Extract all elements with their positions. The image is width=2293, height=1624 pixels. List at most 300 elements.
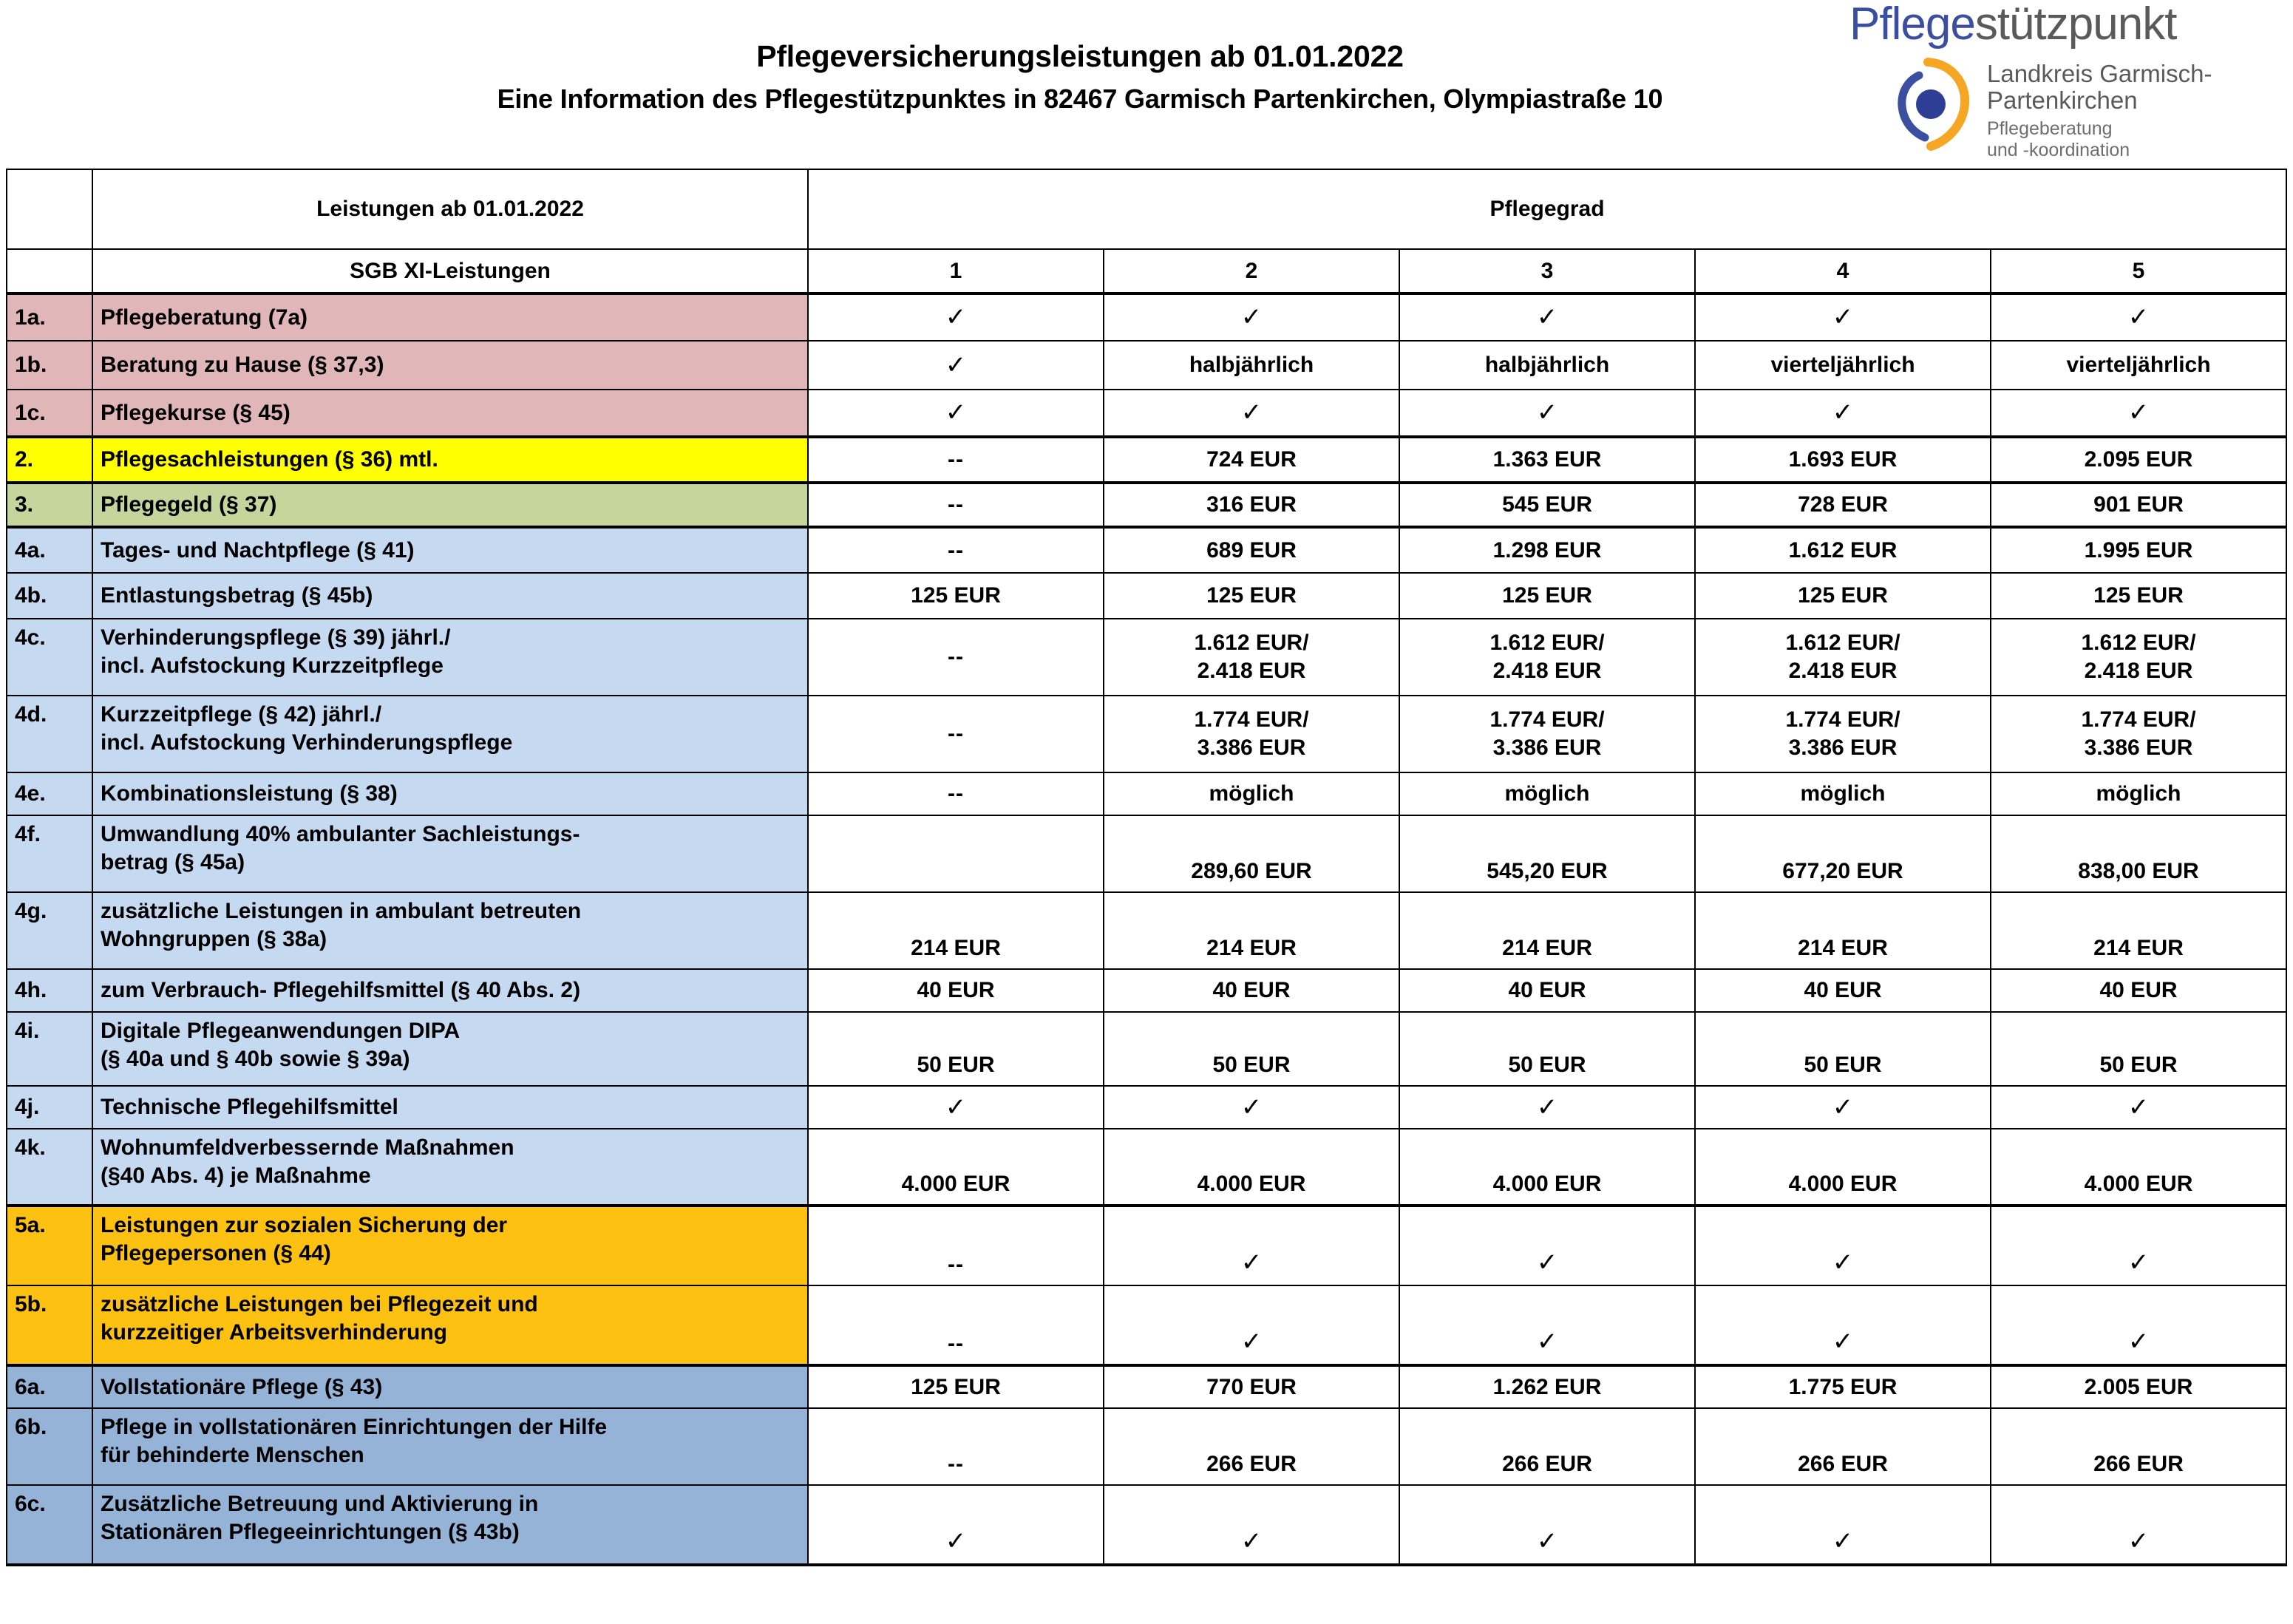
cell-4g-grade1: [808, 892, 1104, 969]
cell-value-text: 1.774 EUR/: [1785, 707, 1900, 733]
cell-value-text: 40 EUR: [917, 978, 995, 1003]
table-body: [7, 293, 2286, 1565]
cell-4h-grade3: [1399, 969, 1695, 1012]
checkmark-icon: ✓: [1832, 1093, 1854, 1121]
row-label-4h: zum Verbrauch- Pflegehilfsmittel (§ 40 Abs. 2): [92, 969, 808, 1012]
cell-value-text: 1.612 EUR/: [1785, 631, 1900, 656]
cell-6b-grade2: [1104, 1408, 1399, 1485]
cell-1b-grade2: [1104, 341, 1399, 390]
cell-4b-grade3: [1399, 573, 1695, 619]
row-label-6b: Pflege in vollstationären Einrichtungen der Hilfe für behinderte Menschen: [92, 1408, 808, 1485]
row-number-4j: 4j.: [7, 1086, 92, 1129]
checkmark-icon: ✓: [1536, 303, 1558, 332]
cell-value-text: 266 EUR: [2093, 1452, 2184, 1477]
cell-value-text: 125 EUR: [911, 583, 1001, 608]
checkmark-icon: ✓: [2127, 1248, 2150, 1277]
cell-6a-grade3: [1399, 1365, 1695, 1408]
cell-value-text: 1.775 EUR: [1788, 1374, 1898, 1399]
header-sgb-leistungen: SGB XI-Leistungen: [92, 249, 808, 293]
header-grade-1: 1: [808, 249, 1104, 293]
row-number-4g: 4g.: [7, 892, 92, 969]
row-number-1b: 1b.: [7, 341, 92, 390]
cell-value-text: 1.363 EUR: [1492, 447, 1602, 472]
cell-5a-grade1: [808, 1206, 1104, 1285]
table-row: [7, 341, 2286, 390]
cell-value-text: halbjährlich: [1484, 353, 1610, 378]
cell-value-text: 40 EUR: [1508, 978, 1586, 1003]
logo-text-block: [1987, 50, 2212, 160]
cell-6a-grade5: [1991, 1365, 2286, 1408]
row-label-5a: Leistungen zur sozialen Sicherung der Pflegepersonen (§ 44): [92, 1206, 808, 1285]
checkmark-icon: ✓: [945, 1527, 967, 1556]
cell-value-text: 214 EUR: [1502, 936, 1592, 961]
cell-value-text: 4.000 EUR: [2084, 1172, 2193, 1197]
row-label-2: Pflegesachleistungen (§ 36) mtl.: [92, 437, 808, 483]
checkmark-icon: ✓: [1240, 1093, 1263, 1121]
logo-wordmark-part2: stützpunkt: [1974, 0, 2177, 50]
checkmark-icon: ✓: [1832, 398, 1854, 427]
cell-value-text: 1.298 EUR: [1492, 537, 1602, 563]
not-applicable-dash: --: [948, 1331, 964, 1356]
logo-circle-icon: [1888, 50, 1983, 151]
row-number-4k: 4k.: [7, 1129, 92, 1206]
cell-4b-grade4: [1695, 573, 1991, 619]
checkmark-icon: ✓: [1240, 1527, 1263, 1556]
checkmark-icon: ✓: [945, 1093, 967, 1121]
cell-value-text: 125 EUR: [2093, 583, 2184, 608]
table-row: [7, 1086, 2286, 1129]
cell-4h-grade1: [808, 969, 1104, 1012]
cell-5a-grade3: [1399, 1206, 1695, 1285]
checkmark-icon: ✓: [1240, 303, 1263, 332]
cell-value-text: 50 EUR: [2099, 1053, 2178, 1078]
cell-value-text: 724 EUR: [1206, 447, 1297, 472]
row-number-4i: 4i.: [7, 1012, 92, 1086]
checkmark-icon: ✓: [2127, 303, 2150, 332]
cell-6a-grade2: [1104, 1365, 1399, 1408]
cell-6b-grade4: [1695, 1408, 1991, 1485]
cell-value-text: 125 EUR: [1206, 583, 1297, 608]
row-number-4a: 4a.: [7, 527, 92, 573]
checkmark-icon: ✓: [1240, 398, 1263, 427]
cell-value-text: 266 EUR: [1798, 1452, 1888, 1477]
cell-4g-grade2: [1104, 892, 1399, 969]
cell-value-text: 545,20 EUR: [1487, 859, 1608, 884]
cell-1a-grade1: [808, 293, 1104, 341]
cell-1a-grade4: [1695, 293, 1991, 341]
cell-value-text: 1.774 EUR/: [1489, 707, 1605, 733]
row-label-1b: Beratung zu Hause (§ 37,3): [92, 341, 808, 390]
row-number-6c: 6c.: [7, 1485, 92, 1565]
page-subtitle: Eine Information des Pflegestützpunktes in 82467 Garmisch Partenkirchen, Olympiastraße 10: [497, 84, 1663, 115]
cell-4j-grade1: [808, 1086, 1104, 1129]
cell-4j-grade5: [1991, 1086, 2286, 1129]
page-title: Pflegeversicherungsleistungen ab 01.01.2022: [756, 39, 1404, 73]
cell-4i-grade4: [1695, 1012, 1991, 1086]
cell-value-text: 214 EUR: [1206, 936, 1297, 961]
cell-4c-grade4: [1695, 619, 1991, 696]
cell-4i-grade1: [808, 1012, 1104, 1086]
cell-4e-grade3: [1399, 772, 1695, 815]
row-label-4j: Technische Pflegehilfsmittel: [92, 1086, 808, 1129]
cell-value-text: 2.005 EUR: [2084, 1374, 2193, 1399]
checkmark-icon: ✓: [1832, 1527, 1854, 1556]
cell-value-text: 50 EUR: [1804, 1053, 1882, 1078]
cell-value-text: 1.612 EUR/: [1489, 631, 1605, 656]
cell-value-text: 770 EUR: [1206, 1374, 1297, 1399]
cell-4c-grade5: [1991, 619, 2286, 696]
cell-4i-grade3: [1399, 1012, 1695, 1086]
cell-value-text: 4.000 EUR: [901, 1172, 1010, 1197]
row-label-6a: Vollstationäre Pflege (§ 43): [92, 1365, 808, 1408]
cell-4d-grade3: [1399, 696, 1695, 772]
cell-value-text: 1.774 EUR/: [2081, 707, 2196, 733]
cell-value-text: möglich: [1209, 781, 1294, 806]
row-label-4b: Entlastungsbetrag (§ 45b): [92, 573, 808, 619]
cell-4a-grade2: [1104, 527, 1399, 573]
checkmark-icon: ✓: [1240, 1248, 1263, 1277]
not-applicable-dash: --: [948, 781, 964, 806]
cell-3-grade3: [1399, 483, 1695, 527]
cell-value-text: 40 EUR: [1212, 978, 1291, 1003]
cell-value-text: vierteljährlich: [1770, 353, 1915, 378]
row-label-5b: zusätzliche Leistungen bei Pflegezeit und kurzzeitiger Arbeitsverhinderung: [92, 1285, 808, 1365]
row-number-6b: 6b.: [7, 1408, 92, 1485]
row-label-4e: Kombinationsleistung (§ 38): [92, 772, 808, 815]
not-applicable-dash: --: [948, 645, 964, 670]
cell-5b-grade3: [1399, 1285, 1695, 1365]
cell-5a-grade5: [1991, 1206, 2286, 1285]
row-label-3: Pflegegeld (§ 37): [92, 483, 808, 527]
cell-4f-grade5: [1991, 815, 2286, 892]
cell-4f-grade1: [808, 815, 1104, 892]
cell-1b-grade3: [1399, 341, 1695, 390]
cell-6c-grade5: [1991, 1485, 2286, 1565]
table-row: [7, 1365, 2286, 1408]
table-row: [7, 573, 2286, 619]
cell-value-text: 40 EUR: [2099, 978, 2178, 1003]
cell-value-text: 4.000 EUR: [1197, 1172, 1306, 1197]
cell-4d-grade4: [1695, 696, 1991, 772]
table-row: [7, 892, 2286, 969]
cell-6c-grade3: [1399, 1485, 1695, 1565]
cell-value-text: 838,00 EUR: [2078, 859, 2199, 884]
checkmark-icon: ✓: [1536, 1527, 1558, 1556]
row-number-2: 2.: [7, 437, 92, 483]
table-row: [7, 772, 2286, 815]
checkmark-icon: ✓: [1832, 1248, 1854, 1277]
header-row-2: [7, 249, 2286, 293]
table-row: [7, 619, 2286, 696]
cell-4b-grade1: [808, 573, 1104, 619]
cell-value-text: 1.262 EUR: [1492, 1374, 1602, 1399]
table-row: [7, 483, 2286, 527]
logo-line-2: Partenkirchen: [1987, 86, 2138, 114]
header-grade-4: 4: [1695, 249, 1991, 293]
cell-value-text: 50 EUR: [917, 1053, 995, 1078]
checkmark-icon: ✓: [1536, 1328, 1558, 1356]
not-applicable-dash: --: [948, 1252, 964, 1277]
cell-value-text: 3.386 EUR: [2084, 735, 2193, 760]
cell-6c-grade1: [808, 1485, 1104, 1565]
cell-value-text: 3.386 EUR: [1492, 735, 1602, 760]
cell-4b-grade5: [1991, 573, 2286, 619]
cell-value-text: 2.418 EUR: [2084, 659, 2193, 683]
cell-3-grade4: [1695, 483, 1991, 527]
table-row: [7, 969, 2286, 1012]
cell-6b-grade1: [808, 1408, 1104, 1485]
cell-value-text: 545 EUR: [1502, 492, 1592, 517]
cell-6a-grade4: [1695, 1365, 1991, 1408]
header-grade-2: 2: [1104, 249, 1399, 293]
cell-value-text: 1.612 EUR/: [1194, 631, 1309, 656]
row-number-4h: 4h.: [7, 969, 92, 1012]
cell-value-text: 1.612 EUR: [1788, 537, 1898, 563]
cell-4g-grade5: [1991, 892, 2286, 969]
row-label-6c: Zusätzliche Betreuung und Aktivierung in Stationären Pflegeeinrichtungen (§ 43b): [92, 1485, 808, 1565]
not-applicable-dash: --: [948, 447, 964, 472]
cell-1c-grade2: [1104, 390, 1399, 437]
row-number-1a: 1a.: [7, 293, 92, 341]
cell-4a-grade3: [1399, 527, 1695, 573]
cell-value-text: 214 EUR: [911, 936, 1001, 961]
pflegestuetzpunkt-logo: [1836, 1, 2280, 158]
table-row: [7, 390, 2286, 437]
row-label-4d: Kurzzeitpflege (§ 42) jährl./ incl. Aufstockung Verhinderungspflege: [92, 696, 808, 772]
cell-5a-grade2: [1104, 1206, 1399, 1285]
cell-5b-grade5: [1991, 1285, 2286, 1365]
not-applicable-dash: --: [948, 537, 964, 563]
cell-5b-grade1: [808, 1285, 1104, 1365]
cell-4i-grade2: [1104, 1012, 1399, 1086]
cell-1c-grade1: [808, 390, 1104, 437]
row-label-4a: Tages- und Nachtpflege (§ 41): [92, 527, 808, 573]
cell-value-text: 289,60 EUR: [1191, 859, 1312, 884]
logo-wordmark: [1836, 0, 2280, 50]
cell-4d-grade2: [1104, 696, 1399, 772]
cell-4j-grade4: [1695, 1086, 1991, 1129]
row-label-4c: Verhinderungspflege (§ 39) jährl./ incl. Aufstockung Kurzzeitpflege: [92, 619, 808, 696]
checkmark-icon: ✓: [945, 350, 967, 379]
table-row: [7, 1012, 2286, 1086]
header-row-1: [7, 169, 2286, 249]
checkmark-icon: ✓: [1536, 1093, 1558, 1121]
row-label-4g: zusätzliche Leistungen in ambulant betreuten Wohngruppen (§ 38a): [92, 892, 808, 969]
cell-3-grade1: [808, 483, 1104, 527]
table-head: [7, 169, 2286, 293]
cell-3-grade5: [1991, 483, 2286, 527]
checkmark-icon: ✓: [1240, 1328, 1263, 1356]
cell-value-text: 266 EUR: [1502, 1452, 1592, 1477]
cell-4g-grade3: [1399, 892, 1695, 969]
row-label-4k: Wohnumfeldverbessernde Maßnahmen (§40 Abs. 4) je Maßnahme: [92, 1129, 808, 1206]
cell-4e-grade4: [1695, 772, 1991, 815]
cell-value-text: 3.386 EUR: [1197, 735, 1306, 760]
cell-4b-grade2: [1104, 573, 1399, 619]
cell-4f-grade2: [1104, 815, 1399, 892]
table-row: [7, 1285, 2286, 1365]
table-row: [7, 293, 2286, 341]
cell-3-grade2: [1104, 483, 1399, 527]
cell-4a-grade1: [808, 527, 1104, 573]
cell-value-text: 125 EUR: [911, 1374, 1001, 1399]
header-pflegegrad: Pflegegrad: [808, 169, 2286, 249]
row-number-4b: 4b.: [7, 573, 92, 619]
cell-4h-grade4: [1695, 969, 1991, 1012]
row-label-1a: Pflegeberatung (7a): [92, 293, 808, 341]
cell-value-text: 901 EUR: [2093, 492, 2184, 517]
cell-value-text: 1.774 EUR/: [1194, 707, 1309, 733]
header-grade-3: 3: [1399, 249, 1695, 293]
cell-4k-grade3: [1399, 1129, 1695, 1206]
cell-4e-grade1: [808, 772, 1104, 815]
row-number-5a: 5a.: [7, 1206, 92, 1285]
cell-6c-grade2: [1104, 1485, 1399, 1565]
row-number-4c: 4c.: [7, 619, 92, 696]
cell-1a-grade3: [1399, 293, 1695, 341]
cell-4h-grade2: [1104, 969, 1399, 1012]
cell-4c-grade3: [1399, 619, 1695, 696]
cell-value-text: 1.693 EUR: [1788, 447, 1898, 472]
cell-value-text: 214 EUR: [1798, 936, 1888, 961]
cell-2-grade5: [1991, 437, 2286, 483]
cell-2-grade2: [1104, 437, 1399, 483]
cell-1c-grade4: [1695, 390, 1991, 437]
table-row: [7, 696, 2286, 772]
cell-value-text: 50 EUR: [1212, 1053, 1291, 1078]
cell-value-text: 689 EUR: [1206, 537, 1297, 563]
cell-4k-grade5: [1991, 1129, 2286, 1206]
not-applicable-dash: --: [948, 492, 964, 517]
cell-value-text: 2.095 EUR: [2084, 447, 2193, 472]
not-applicable-dash: --: [948, 1452, 964, 1477]
cell-4c-grade1: [808, 619, 1104, 696]
cell-value-text: halbjährlich: [1189, 353, 1314, 378]
cell-6c-grade4: [1695, 1485, 1991, 1565]
cell-4a-grade4: [1695, 527, 1991, 573]
cell-value-text: 316 EUR: [1206, 492, 1297, 517]
cell-2-grade1: [808, 437, 1104, 483]
table-row: [7, 815, 2286, 892]
cell-4g-grade4: [1695, 892, 1991, 969]
cell-4j-grade3: [1399, 1086, 1695, 1129]
row-label-4i: Digitale Pflegeanwendungen DIPA (§ 40a und § 40b sowie § 39a): [92, 1012, 808, 1086]
cell-value-text: möglich: [1800, 781, 1886, 806]
checkmark-icon: ✓: [945, 303, 967, 332]
cell-4j-grade2: [1104, 1086, 1399, 1129]
cell-value-text: möglich: [1504, 781, 1590, 806]
cell-1b-grade5: [1991, 341, 2286, 390]
cell-5b-grade2: [1104, 1285, 1399, 1365]
cell-4k-grade2: [1104, 1129, 1399, 1206]
benefits-table: [6, 169, 2287, 1566]
cell-value-text: 50 EUR: [1508, 1053, 1586, 1078]
cell-value-text: 125 EUR: [1502, 583, 1592, 608]
checkmark-icon: ✓: [945, 398, 967, 427]
cell-value-text: 1.995 EUR: [2084, 537, 2193, 563]
row-number-6a: 6a.: [7, 1365, 92, 1408]
cell-1a-grade2: [1104, 293, 1399, 341]
cell-value-text: 3.386 EUR: [1788, 735, 1898, 760]
logo-line-3: Pflegeberatung: [1987, 118, 2113, 140]
cell-value-text: 1.612 EUR/: [2081, 631, 2196, 656]
cell-value-text: 677,20 EUR: [1782, 859, 1903, 884]
cell-4e-grade2: [1104, 772, 1399, 815]
cell-4a-grade5: [1991, 527, 2286, 573]
not-applicable-dash: --: [948, 721, 964, 747]
row-number-4e: 4e.: [7, 772, 92, 815]
cell-value-text: möglich: [2096, 781, 2181, 806]
cell-4k-grade1: [808, 1129, 1104, 1206]
cell-value-text: 4.000 EUR: [1492, 1172, 1602, 1197]
header-corner-cell: [7, 169, 92, 249]
checkmark-icon: ✓: [1536, 1248, 1558, 1277]
logo-line-4: und -koordination: [1987, 139, 2130, 160]
cell-4i-grade5: [1991, 1012, 2286, 1086]
table-row: [7, 1408, 2286, 1485]
cell-4e-grade5: [1991, 772, 2286, 815]
page-header: [0, 0, 2293, 169]
cell-value-text: vierteljährlich: [2066, 353, 2211, 378]
cell-1b-grade4: [1695, 341, 1991, 390]
cell-value-text: 40 EUR: [1804, 978, 1882, 1003]
cell-4f-grade4: [1695, 815, 1991, 892]
cell-1b-grade1: [808, 341, 1104, 390]
table-row: [7, 437, 2286, 483]
cell-6a-grade1: [808, 1365, 1104, 1408]
table-row: [7, 1129, 2286, 1206]
cell-value-text: 125 EUR: [1798, 583, 1888, 608]
cell-5a-grade4: [1695, 1206, 1991, 1285]
cell-4d-grade5: [1991, 696, 2286, 772]
checkmark-icon: ✓: [1832, 1328, 1854, 1356]
row-number-4d: 4d.: [7, 696, 92, 772]
cell-value-text: 728 EUR: [1798, 492, 1888, 517]
cell-value-text: 266 EUR: [1206, 1452, 1297, 1477]
cell-value-text: 4.000 EUR: [1788, 1172, 1898, 1197]
header-grade-5: 5: [1991, 249, 2286, 293]
header-corner-cell-2: [7, 249, 92, 293]
checkmark-icon: ✓: [2127, 398, 2150, 427]
cell-5b-grade4: [1695, 1285, 1991, 1365]
logo-line-1: Landkreis Garmisch-: [1987, 60, 2212, 87]
cell-value-text: 214 EUR: [2093, 936, 2184, 961]
cell-value-text: 2.418 EUR: [1788, 659, 1898, 683]
checkmark-icon: ✓: [1832, 303, 1854, 332]
row-label-1c: Pflegekurse (§ 45): [92, 390, 808, 437]
table-row: [7, 1485, 2286, 1565]
cell-4f-grade3: [1399, 815, 1695, 892]
cell-4c-grade2: [1104, 619, 1399, 696]
table-row: [7, 1206, 2286, 1285]
cell-4d-grade1: [808, 696, 1104, 772]
cell-1c-grade5: [1991, 390, 2286, 437]
cell-6b-grade3: [1399, 1408, 1695, 1485]
table-row: [7, 527, 2286, 573]
checkmark-icon: ✓: [1536, 398, 1558, 427]
cell-2-grade3: [1399, 437, 1695, 483]
row-number-1c: 1c.: [7, 390, 92, 437]
cell-1a-grade5: [1991, 293, 2286, 341]
checkmark-icon: ✓: [2127, 1093, 2150, 1121]
row-number-5b: 5b.: [7, 1285, 92, 1365]
cell-1c-grade3: [1399, 390, 1695, 437]
cell-value-text: 2.418 EUR: [1197, 659, 1306, 683]
cell-value-text: 2.418 EUR: [1492, 659, 1602, 683]
checkmark-icon: ✓: [2127, 1527, 2150, 1556]
row-label-4f: Umwandlung 40% ambulanter Sachleistungs- betrag (§ 45a): [92, 815, 808, 892]
checkmark-icon: ✓: [2127, 1328, 2150, 1356]
